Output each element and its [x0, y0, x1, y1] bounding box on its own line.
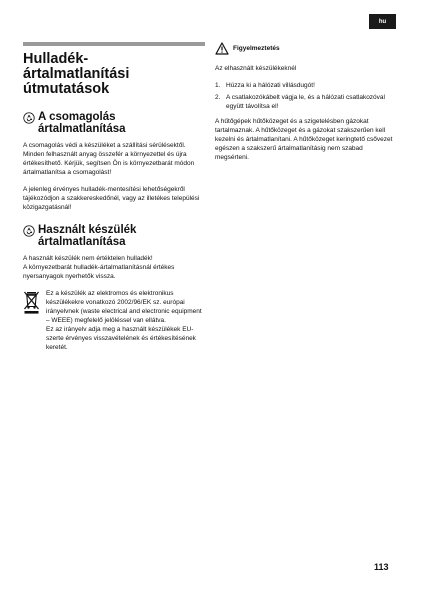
section-packaging-title: A csomagolás ártalmatlanítása — [38, 111, 126, 135]
warning-heading — [215, 42, 397, 55]
step-text: A csatlakozókábelt vágja le, és a hálózati csatlakozóval együtt távolítsa el! — [226, 94, 385, 110]
warning-steps — [215, 81, 397, 111]
section-packaging-heading — [23, 111, 205, 135]
right-column — [215, 42, 397, 170]
page-title — [23, 52, 205, 97]
warning-intro: Az elhasznált készülékeknél — [215, 65, 297, 72]
language-tab: hu — [369, 14, 396, 29]
warning-triangle-icon — [215, 42, 229, 55]
page-number: 113 — [374, 562, 389, 572]
refrigerant-paragraph: A hűtőgépek hűtőközeget és a szigetelésben gázokat tartalmaznak. A hűtőközeget és a gázokat szakszerűen kell kezelni és ártalmatlanítani. A hűtőközeget keringtető csővezet egészen a szakszerű ártalmatlanításig nem szabad megsérteni. — [215, 118, 393, 161]
weee-notice — [23, 289, 205, 352]
weee-text: Ez a készülék az elektromos és elektronikus készülékekre vonatkozó 2002/96/EK sz. európai irányelvnek (waste electrical and electronic equipment – WEEE) megfelelő jelöléssel van ellátva. Ez az irányelv adja meg a használt készülékek EU-szerte érvényes visszavételének és értékesítésének keretét. — [46, 290, 202, 351]
packaging-paragraph-1: A csomagolás védi a készüléket a szállítási sérülésektől. Minden felhasznált anyag összefér a környezettel és újra értékesíthető. Kérjük, segítsen Ön is környezetbarát módon ártalmatlanítsa a csomagolást! — [23, 142, 195, 176]
list-item — [215, 81, 397, 90]
title-rule — [23, 42, 205, 46]
page-title-text: Hulladék- ártalmatlanítási útmutatások — [23, 51, 130, 97]
list-item — [215, 93, 397, 111]
section-old-appliance-heading — [23, 224, 205, 248]
left-column — [23, 42, 205, 352]
step-number: 1. — [215, 82, 221, 89]
step-text: Húzza ki a hálózati villásdugót! — [226, 82, 315, 89]
crossed-bin-icon — [23, 289, 40, 315]
warning-title: Figyelmeztetés — [233, 45, 280, 52]
section-old-appliance-title: Használt készülék ártalmatlanítása — [38, 224, 137, 248]
step-number: 2. — [215, 94, 221, 101]
packaging-paragraph-2: A jelenleg érvényes hulladék-mentesítési lehetőségekről tájékozódjon a szakkereskedőnél, vagy az illetékes települési közigazgatásnál! — [23, 186, 200, 211]
recycle-icon — [23, 225, 35, 237]
old-appliance-paragraph: A használt készülék nem értéktelen hulladék! A környezetbarát hulladék-ártalmatlanításnál értékes nyersanyagok nyerhetők vissza. — [23, 255, 175, 280]
recycle-icon — [23, 112, 35, 124]
